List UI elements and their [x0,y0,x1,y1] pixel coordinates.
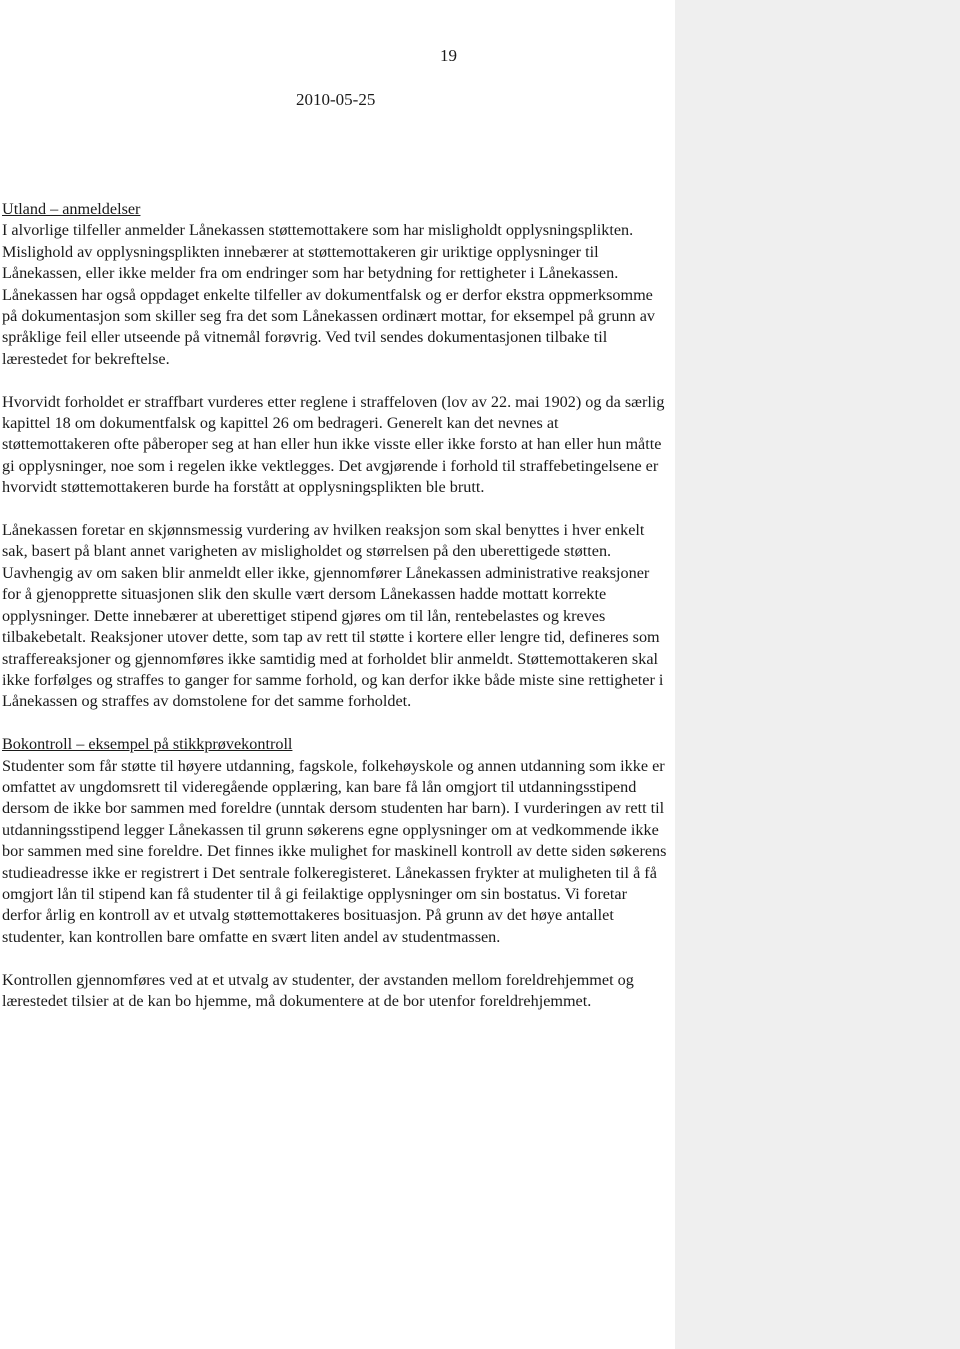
paragraph-skjonnsmessig-vurdering: Lånekassen foretar en skjønnsmessig vurdering av hvilken reaksjon som skal benyttes i hver enkelt sak, basert på blant annet varigheten av misligholdet og størrelsen på den uberettigede støtten. [2,521,645,561]
paragraph-bokontroll: Studenter som får støtte til høyere utdanning, fagskole, folkehøyskole og annen utdanning som ikke er omfattet av ungdomsrett til videregående opplæring, kan bare få lån omgjort til utdanningsstipend dersom de ikke bor sammen med foreldre (unntak dersom studenten har barn). I vurderingen av rett til utdanningsstipend legger Lånekassen til grunn søkerens egne opplysninger om at vedkommende ikke bor sammen med sine foreldre. Det finnes ikke mulighet for maskinell kontroll av dette siden søkerens studieadresse ikke er registrert i Det sentrale folkeregisteret. Lånekassen frykter at muligheten til å få omgjort lån til stipend kan få studenter til å gi feilaktige opplysninger om sin bostatus. Vi foretar derfor årlig en kontroll av et utvalg støttemottakeres bosituasjon. På grunn av det høye antallet studenter, kan kontrollen bare omfatte en svært liten andel av studentmassen. [2,756,667,946]
paragraph-administrative-reaksjoner: Uavhengig av om saken blir anmeldt eller ikke, gjennomfører Lånekassen administrative reaksjoner for å gjenopprette situasjonen slik den skulle vært dersom Lånekassen hadde mottatt korrekte opplysninger. Dette innebærer at uberettiget stipend gjøres om til lån, rentebelastes og kreves tilbakebetalt. Reaksjoner utover dette, som tap av rett til støtte i kortere eller lengre tid, defineres som straffereaksjoner og gjennomføres ikke samtidig med at forholdet blir anmeldt. Støttemottakeren skal ikke forfølges og straffes to ganger for samme forhold, og kan derfor ikke både miste sine rettigheter i Lånekassen og straffes av domstolene for det samme forholdet. [2,563,664,711]
page-number: 19 [440,46,457,65]
page-date: 2010-05-25 [296,90,376,109]
paragraph-kontrollen: Kontrollen gjennomføres ved at et utvalg av studenter, der avstanden mellom foreldrehjemmet og lærestedet tilsier at de kan bo hjemme, må dokumentere at de bor utenfor foreldrehjemmet. [2,970,634,1010]
paragraph-spacer [2,948,670,969]
document-body [2,199,670,1012]
comment-margin-pane [675,0,960,1349]
paragraph-straffeloven: Hvorvidt forholdet er straffbart vurderes etter reglene i straffeloven (lov av 22. mai 1902) og da særlig kapittel 18 om dokumentfalsk og kapittel 26 om bedrageri. Generelt kan det nevnes at støttemottakeren ofte påberoper seg at han eller hun ikke visste eller ikke forsto at han eller hun måtte gi opplysninger, noe som i regelen ikke vektlegges. Det avgjørende i forhold til straffebetingelsene er hvorvidt støttemottakeren burde ha forstått at opplysningsplikten ble brutt. [2,392,665,497]
paragraph-spacer [2,499,670,520]
paragraph-spacer [2,713,670,734]
section-heading-bokontroll: Bokontroll – eksempel på stikkprøvekontroll [2,735,293,754]
paragraph-spacer [2,370,670,391]
paragraph-anmeldelser: I alvorlige tilfeller anmelder Lånekassen støttemottakere som har misligholdt opplysningsplikten. Mislighold av opplysningsplikten innebærer at støttemottakeren gir uriktige opplysninger til Lånekassen, eller ikke melder fra om endringer som har betydning for rettigheter i Lånekassen. Lånekassen har også oppdaget enkelte tilfeller av dokumentfalsk og er derfor ekstra oppmerksomme på dokumentasjon som skiller seg fra det som Lånekassen ordinært mottar, for eksempel på grunn av språklige feil eller utseende på vitnemål forøvrig. Ved tvil sendes dokumentasjonen tilbake til lærestedet for bekreftelse. [2,221,655,368]
section-heading-utland: Utland – anmeldelser [2,200,141,218]
